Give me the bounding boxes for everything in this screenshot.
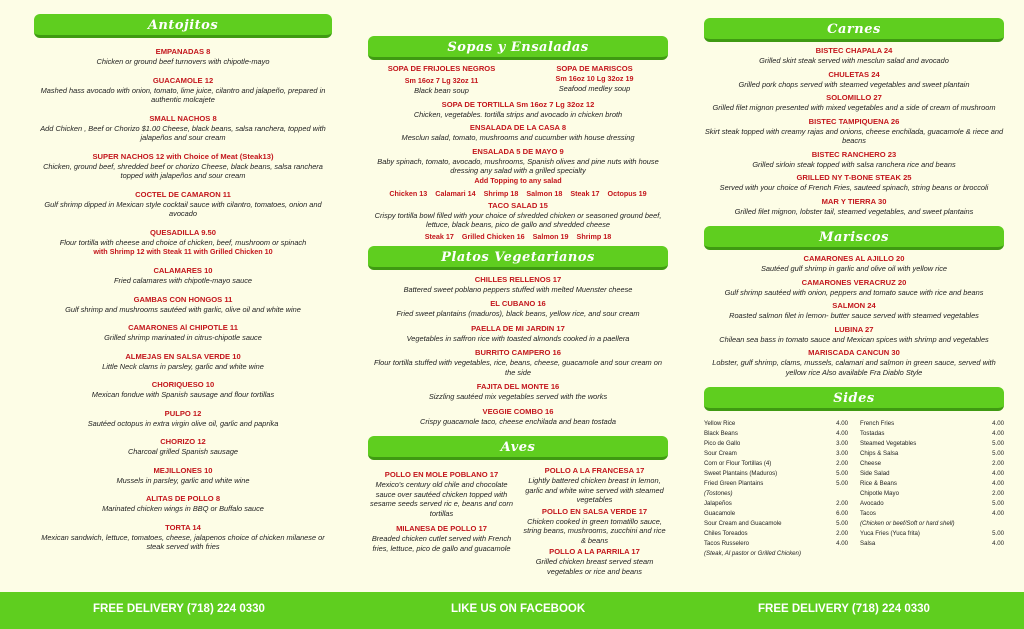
footer-delivery-left: FREE DELIVERY (718) 224 0330 [93, 603, 265, 615]
topping-option: Shrimp 18 [576, 231, 612, 241]
item-desc: Roasted salmon filet in lemon- butter sauce served with steamed vegetables [729, 311, 979, 320]
item-desc: Seafood medley soup [558, 84, 631, 93]
menu-item [34, 228, 332, 258]
menu-item [368, 123, 668, 143]
item-name: COCTEL DE CAMARON 11 [135, 189, 231, 199]
item-desc: Sautéed octopus in extra virgin olive oil, garlic and paprika [87, 418, 279, 428]
menu-item [34, 152, 332, 181]
item-name: SOPA DE MARISCOS [556, 64, 633, 73]
menu-item [521, 507, 668, 546]
item-desc: Gulf shrimp and mushrooms sautéed with garlic, olive oil and white wine [65, 304, 301, 314]
side-price: 4.00 [836, 420, 848, 427]
menu-item [704, 93, 1004, 113]
side-name: Pico de Gallo [704, 440, 741, 447]
item-desc: Skirt steak topped with creamy rajas and onions, cheese enchilada, guacamole & riece and beacns [704, 126, 1004, 145]
soup-mariscos [521, 64, 668, 96]
item-name: ALMEJAS EN SALSA VERDE 10 [125, 351, 241, 361]
menu-item [704, 348, 1004, 377]
side-name: Steamed Vegetables [860, 440, 917, 447]
menu-item [368, 470, 515, 518]
side-row [860, 519, 1004, 529]
middle-column [368, 36, 668, 576]
side-price: 4.00 [836, 430, 848, 437]
item-name: CHORIQUESO 10 [151, 380, 215, 389]
item-name: POLLO A LA PARRILA 17 [549, 547, 640, 556]
item-name: POLLO A LA FRANCESA 17 [544, 466, 645, 475]
side-name: Avocado [860, 500, 884, 507]
item-name: SOPA DE TORTILLA Sm 16oz 7 Lg 32oz 12 [441, 99, 595, 109]
item-desc: Battered sweet poblano peppers stuffed with melted Muenster cheese [403, 284, 633, 294]
side-price: 2.00 [992, 460, 1004, 467]
menu-item [368, 382, 668, 402]
soup-pair [368, 64, 668, 96]
menu-item [368, 100, 668, 120]
item-desc: Chicken or ground beef turnovers with chipotle-mayo [96, 57, 270, 66]
footer-facebook[interactable]: LIKE US ON FACEBOOK [451, 603, 586, 615]
menu-item [704, 70, 1004, 90]
topping-option: Salmon 19 [532, 231, 569, 241]
item-name: BURRITO CAMPERO 16 [475, 348, 561, 357]
item-desc: Chicken, vegetables. tortilla strips and avocado in chicken broth [413, 109, 623, 119]
mariscos-list [704, 254, 1004, 377]
item-desc: Baby spinach, tomato, avocado, mushrooms, Spanish olives and pine nuts with house dressing any salad with a grilled specialty [377, 156, 659, 175]
item-name: MEJILLONES 10 [153, 465, 213, 475]
side-name: (Chicken or beef/Soft or hard shell) [860, 520, 955, 527]
section-banner-sides: Sides [704, 387, 1004, 411]
item-desc: Marinated chicken wings in BBQ or Buffalo sauce [102, 504, 264, 513]
section-banner-carnes: Carnes [704, 18, 1004, 42]
side-name: Jalapeños [704, 500, 732, 507]
topping-option: Steak 17 [424, 231, 454, 241]
sides-left [704, 419, 848, 559]
side-name: Side Salad [860, 470, 890, 477]
side-price: 4.00 [992, 480, 1004, 487]
item-desc: Mexico's century old chile and chocolate sauce over sautéed chicken topped with sesame seeds served ric e, beans and corn tortillas [370, 480, 513, 518]
side-price: 4.00 [836, 540, 848, 547]
item-name: GUACAMOLE 12 [152, 75, 214, 85]
menu-item [704, 173, 1004, 193]
side-price: 3.00 [836, 450, 848, 457]
side-name: Yuca Fries (Yuca frita) [860, 530, 920, 537]
side-price: 4.00 [992, 430, 1004, 437]
menu-item [368, 324, 668, 344]
side-row [860, 419, 1004, 429]
section-banner-vegetarianos: Platos Vegetarianos [368, 246, 668, 270]
item-name: TORTA 14 [165, 522, 201, 532]
side-price: 4.00 [992, 420, 1004, 427]
side-price: 2.00 [836, 460, 848, 467]
menu-item [704, 278, 1004, 298]
side-name: Guacamole [704, 510, 736, 517]
item-desc: Served with your choice of French Fries, sauteed spinach, string beans or broccoli [719, 183, 989, 192]
menu-item [704, 46, 1004, 66]
topping-option: Octopus 19 [607, 188, 647, 198]
carnes-list [704, 46, 1004, 216]
side-price: 5.00 [992, 530, 1004, 537]
footer-delivery-right: FREE DELIVERY (718) 224 0330 [758, 603, 930, 615]
antojitos-column [34, 14, 332, 552]
side-name: (Tostones) [704, 490, 733, 497]
side-row [860, 449, 1004, 459]
side-row [860, 489, 1004, 499]
item-sizes: Sm 16oz 10 Lg 32oz 19 [555, 74, 634, 83]
aves-grid [368, 464, 668, 576]
menu-item [521, 547, 668, 576]
side-name: Tacos [860, 510, 876, 517]
item-name: CAMARONES AL AJILLO 20 [803, 254, 905, 263]
menu-item [34, 409, 332, 429]
right-column [704, 18, 1004, 559]
section-banner-mariscos: Mariscos [704, 226, 1004, 250]
side-price: 3.00 [836, 440, 848, 447]
item-desc: Fried calamares with chipotle-mayo sauce [113, 276, 252, 285]
side-row [704, 549, 848, 559]
item-name: FAJITA DEL MONTE 16 [476, 382, 560, 391]
section-banner-aves: Aves [368, 436, 668, 460]
taco-salad [368, 201, 668, 230]
topping-option: Grilled Chicken 16 [461, 231, 525, 241]
item-desc: Vegetables in saffron rice with toasted almonds cooked in a paellera [406, 333, 630, 343]
item-name: SUPER NACHOS 12 with Choice of Meat (Steak13) [92, 151, 274, 161]
menu-item [34, 523, 332, 552]
menu-item [368, 348, 668, 377]
item-desc: Chicken, ground beef, shredded beef or chorizo Cheese, black beans, salsa ranchera topped with jalapeños and sour cream [43, 161, 323, 180]
item-extra: Add Topping to any salad [474, 175, 562, 185]
item-name: ENSALADA DE LA CASA 8 [469, 123, 567, 132]
menu-item [34, 114, 332, 143]
menu-item [368, 275, 668, 295]
item-desc: Lightly battered chicken breast in lemon, garlic and white wine served with steamed vegetables [525, 476, 664, 504]
menu-item [34, 352, 332, 372]
item-desc: Grilled pork chops served with steamed vegetables and sweet plantain [738, 79, 970, 89]
item-desc: Mexican sandwich, lettuce, tomatoes, cheese, jalapenos choice of chicken milanese or steak served with fries [41, 532, 325, 551]
item-desc: Charcoal grilled Spanish sausage [127, 447, 239, 456]
side-name: Sour Cream and Guacamole [704, 520, 782, 527]
item-name: MARISCADA CANCUN 30 [808, 348, 900, 357]
item-desc: Sautéed gulf shrimp in garlic and olive oil with yellow rice [760, 264, 948, 273]
item-desc: Mashed hass avocado with onion, tomato, lime juice, cilantro and jalapeño, prepared in authentic molcajete [40, 85, 326, 104]
side-name: Chips & Salsa [860, 450, 899, 457]
side-name: Corn or Flour Tortillas (4) [704, 460, 772, 467]
item-desc: Grilled chicken breast served steam vegetables or rice and beans [535, 557, 654, 576]
menu-item [34, 494, 332, 514]
side-row [860, 509, 1004, 519]
item-name: TACO SALAD 15 [488, 200, 548, 210]
footer-bar [0, 592, 1024, 629]
side-row [860, 529, 1004, 539]
item-desc: Little Neck clams in parsley, garlic and white wine [102, 361, 264, 371]
item-desc: Breaded chicken cutlet served with French fries, lettuce, pico de gallo and guacamole [371, 534, 512, 553]
item-name: PULPO 12 [164, 408, 202, 418]
item-name: SALMON 24 [832, 301, 876, 310]
sopas-list [368, 100, 668, 186]
side-row [704, 489, 848, 499]
side-name: Tostadas [860, 430, 885, 437]
side-name: Cheese [860, 460, 882, 467]
item-name: VEGGIE COMBO 16 [482, 406, 554, 416]
menu-item [34, 323, 332, 343]
item-desc: Gulf shrimp sautéed with onion, peppers and tomato sauce with rice and beans [724, 287, 984, 297]
section-banner-antojitos: Antojitos [34, 14, 332, 38]
menu-item [368, 524, 515, 553]
side-name: French Fries [860, 420, 895, 427]
item-name: PAELLA DE MI JARDIN 17 [471, 323, 565, 333]
menu-item [521, 466, 668, 505]
side-row [860, 469, 1004, 479]
menu-item [34, 295, 332, 315]
menu-item [34, 190, 332, 219]
item-name: BISTEC TAMPIQUENA 26 [808, 116, 900, 126]
side-name: Tacos Russelero [704, 540, 750, 547]
side-price: 4.00 [992, 540, 1004, 547]
aves-right [521, 464, 668, 576]
side-name: Black Beans [704, 430, 738, 437]
side-row [704, 469, 848, 479]
side-row [704, 509, 848, 519]
item-name: SMALL NACHOS 8 [149, 113, 217, 123]
side-name: (Steak, Al pastor or Grilled Chicken) [704, 550, 801, 557]
item-name: LUBINA 27 [834, 324, 874, 334]
menu-item [34, 47, 332, 67]
item-desc: Mussels in parsley, garlic and white wine [116, 475, 250, 485]
menu-item [34, 437, 332, 457]
item-name: GAMBAS CON HONGOS 11 [133, 294, 233, 304]
menu-item [368, 407, 668, 427]
side-row [704, 429, 848, 439]
item-desc: Chilean sea bass in tomato sauce and Mexican spices with shrimp and vegetables [719, 334, 989, 344]
item-name: CHORIZO 12 [160, 437, 206, 446]
side-row [860, 459, 1004, 469]
item-desc: Crispy guacamole taco, cheese enchilada and bean tostada [420, 416, 616, 426]
item-name: CAMARONES Al CHIPOTLE 11 [128, 323, 238, 332]
side-row [704, 479, 848, 489]
item-desc: Flour tortilla with cheese and choice of chicken, beef, mushroom or spinach [59, 237, 307, 247]
side-row [860, 499, 1004, 509]
menu-item [704, 254, 1004, 274]
topping-option: Shrimp 18 [483, 188, 519, 198]
side-price: 5.00 [836, 470, 848, 477]
item-name: SOPA DE FRIJOLES NEGROS [387, 64, 496, 73]
side-name: Rice & Beans [860, 480, 897, 487]
item-desc: Grilled shrimp marinated in citrus-chipotle sauce [104, 333, 262, 342]
topping-option: Chicken 13 [389, 188, 428, 198]
menu-item [34, 76, 332, 105]
item-desc: Mesclun salad, tomato, mushrooms and cucumber with house dressing [401, 133, 635, 142]
side-name: Salsa [860, 540, 876, 547]
side-name: Sour Cream [704, 450, 737, 457]
vegetarianos-list [368, 275, 668, 427]
item-desc: Grilled sirloin steak topped with salsa ranchera rice and beans [752, 159, 956, 169]
side-name: Chipotle Mayo [860, 490, 899, 497]
side-row [860, 479, 1004, 489]
item-desc: Black bean soup [414, 86, 469, 95]
item-name: CAMARONES VERACRUZ 20 [801, 277, 907, 287]
item-name: POLLO EN SALSA VERDE 17 [541, 506, 648, 516]
menu-item [704, 197, 1004, 217]
menu-item [34, 380, 332, 400]
item-desc: Crispy tortilla bowl filled with your choice of shredded chicken or seasoned ground beef, lettuce, black beans, pico de gallo and shredded cheese [374, 210, 662, 229]
item-name: ENSALADA 5 DE MAYO 9 [472, 146, 564, 156]
side-price: 5.00 [836, 520, 848, 527]
menu-item [368, 147, 668, 186]
topping-option: Steak 17 [570, 188, 600, 198]
item-desc: Mexican fondue with Spanish sausage and flour tortillas [91, 390, 275, 399]
sides-right [860, 419, 1004, 559]
item-name: CHULETAS 24 [828, 69, 880, 79]
side-name: Chiles Toreados [704, 530, 748, 537]
menu-item [34, 266, 332, 286]
side-row [860, 539, 1004, 549]
item-name: SOLOMILLO 27 [826, 93, 882, 102]
menu-item [368, 299, 668, 319]
item-name: CALAMARES 10 [153, 266, 213, 275]
side-price: 5.00 [992, 500, 1004, 507]
item-desc: Grilled skirt steak served with mesclun salad and avocado [759, 56, 949, 65]
item-desc: Gulf shrimp dipped in Mexican style cocktail sauce with cilantro, tomatoes, onion and avocado [44, 199, 322, 218]
side-price: 4.00 [992, 510, 1004, 517]
item-name: POLLO EN MOLE POBLANO 17 [384, 470, 499, 479]
side-row [704, 439, 848, 449]
side-price: 2.00 [836, 530, 848, 537]
taco-toppings [368, 231, 668, 242]
item-name: BISTEC CHAPALA 24 [815, 46, 893, 55]
item-name: BISTEC RANCHERO 23 [811, 149, 897, 159]
side-price: 4.00 [992, 470, 1004, 477]
side-price: 5.00 [836, 480, 848, 487]
item-sizes: Sm 16oz 7 Lg 32oz 11 [404, 76, 479, 85]
sides-table [704, 419, 1004, 559]
item-desc: Sizzling sautéed mix vegetables served with the works [428, 392, 608, 401]
item-desc: Add Chicken , Beef or Chorizo $1.00 Cheese, black beans, salsa ranchera, topped with jalapeños and sour cream [40, 123, 326, 142]
side-price: 6.00 [836, 510, 848, 517]
antojitos-list [34, 47, 332, 552]
side-row [704, 449, 848, 459]
salad-toppings [368, 188, 668, 199]
item-name: EMPANADAS 8 [155, 47, 211, 56]
item-name: QUESADILLA 9.50 [150, 227, 216, 237]
section-banner-sopas: Sopas y Ensaladas [368, 36, 668, 60]
side-name: Yellow Rice [704, 420, 736, 427]
topping-option: Calamari 14 [435, 188, 476, 198]
item-name: MILANESA DE POLLO 17 [396, 524, 487, 533]
menu-item [704, 325, 1004, 345]
menu-item [704, 301, 1004, 321]
menu-item [704, 117, 1004, 146]
side-name: Fried Green Plantains [704, 480, 764, 487]
topping-option: Salmon 18 [526, 188, 563, 198]
menu-item [704, 150, 1004, 170]
item-desc: Grilled filet mignon presented with mixed vegetables and a side of cream of mushroom [712, 103, 996, 112]
item-extra: with Shrimp 12 with Steak 11 with Grilled Chicken 10 [93, 247, 273, 256]
item-name: ALITAS DE POLLO 8 [145, 494, 221, 503]
side-price: 2.00 [992, 490, 1004, 497]
item-name: GRILLED NY T-BONE STEAK 25 [796, 173, 912, 182]
side-row [704, 529, 848, 539]
item-desc: Lobster, gulf shrimp, clams, mussels, calamari and salmon in green sauce, served with yellow rice Also available Fra Diablo Style [712, 358, 996, 377]
aves-left [368, 464, 515, 576]
side-row [704, 539, 848, 549]
item-name: CHILLES RELLENOS 17 [474, 274, 562, 284]
item-desc: Fried sweet plantains (maduros), black beans, yellow rice, and sour cream [396, 309, 640, 318]
soup-frijoles [368, 64, 515, 96]
side-price: 5.00 [992, 450, 1004, 457]
side-row [704, 499, 848, 509]
item-name: EL CUBANO 16 [490, 299, 546, 308]
side-row [860, 429, 1004, 439]
side-row [704, 419, 848, 429]
side-row [704, 459, 848, 469]
side-name: Sweet Plantains (Maduros) [704, 470, 778, 477]
side-price: 5.00 [992, 440, 1004, 447]
item-name: MAR Y TIERRA 30 [821, 196, 887, 206]
side-price: 2.00 [836, 500, 848, 507]
item-desc: Chicken cooked in green tomatillo sauce, string beans, mushrooms, zucchini and rice & beans [523, 516, 666, 545]
menu-item [34, 466, 332, 486]
side-row [704, 519, 848, 529]
side-row [860, 439, 1004, 449]
item-desc: Flour tortilla stuffed with vegetables, rice, beans, cheese, guacamole and sour cream on the side [374, 358, 662, 377]
item-desc: Grilled filet mignon, lobster tail, steamed vegetables, and sweet plantains [734, 206, 974, 216]
